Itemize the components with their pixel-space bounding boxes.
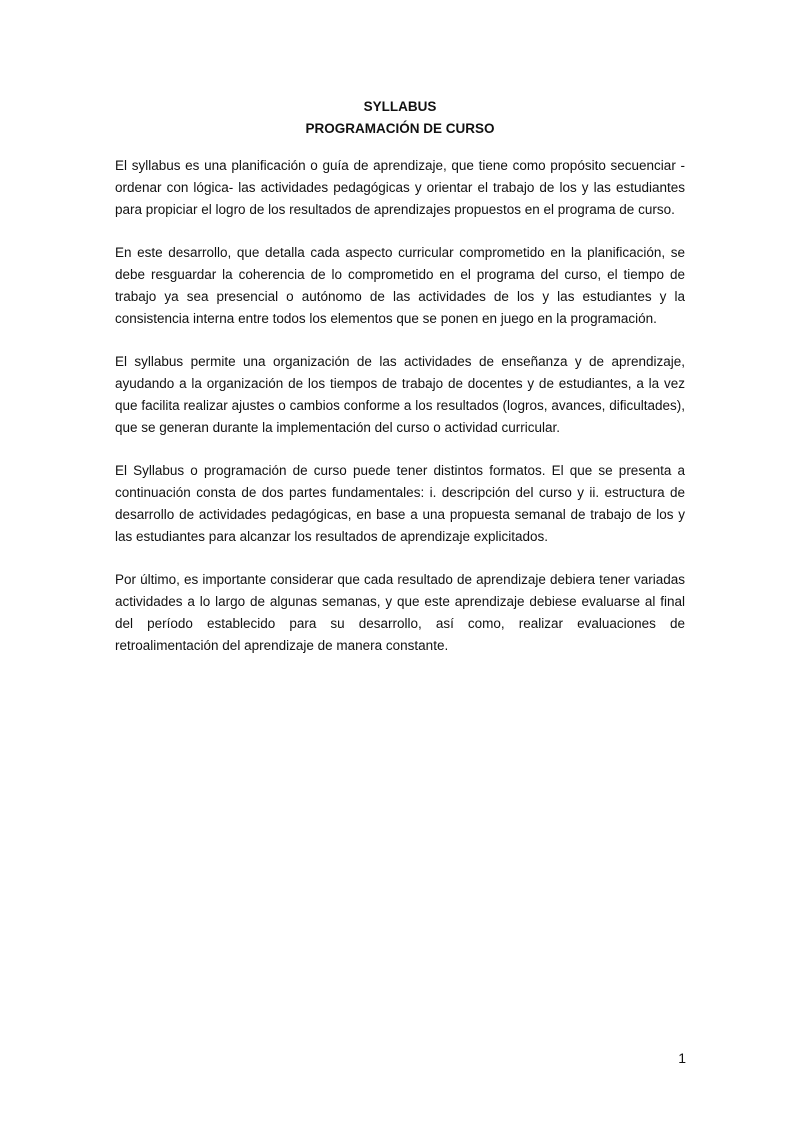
paragraph-development: En este desarrollo, que detalla cada aspecto curricular comprometido en la planificación, se debe resguardar la coherencia de lo comprometido en el programa del curso, el tiempo de trabajo ya sea presencial o autónomo de las actividades de los y las estudiantes y la consistencia interna entre todos los elementos que se ponen en juego en la programación. bbox=[115, 245, 685, 326]
document-body bbox=[115, 155, 685, 678]
paragraph-conclusion: Por último, es importante considerar que cada resultado de aprendizaje debiera tener variadas actividades a lo largo de algunas semanas, y que este aprendizaje debiese evaluarse al final del período establecido para su desarrollo, así como, realizar evaluaciones de retroalimentación del aprendizaje de manera constante. bbox=[115, 572, 685, 653]
page-number: 1 bbox=[678, 1050, 686, 1066]
paragraph-intro: El syllabus es una planificación o guía de aprendizaje, que tiene como propósito secuenciar - ordenar con lógica- las actividades pedagógicas y orientar el trabajo de los y las estudiantes para propiciar el logro de los resultados de aprendizajes propuestos en el programa de curso. bbox=[115, 158, 685, 217]
title-block bbox=[0, 96, 800, 140]
document-title: SYLLABUS bbox=[363, 99, 437, 114]
document-subtitle: PROGRAMACIÓN DE CURSO bbox=[305, 121, 495, 136]
paragraph-organization: El syllabus permite una organización de las actividades de enseñanza y de aprendizaje, ayudando a la organización de los tiempos de trabajo de docentes y de estudiantes, a la vez que facilita realizar ajustes o cambios conforme a los resultados (logros, avances, dificultades), que se generan durante la implementación del curso o actividad curricular. bbox=[115, 354, 685, 435]
paragraph-formats: El Syllabus o programación de curso puede tener distintos formatos. El que se presenta a continuación consta de dos partes fundamentales: i. descripción del curso y ii. estructura de desarrollo de actividades pedagógicas, en base a una propuesta semanal de trabajo de los y las estudiantes para alcanzar los resultados de aprendizaje explicitados. bbox=[115, 463, 685, 544]
